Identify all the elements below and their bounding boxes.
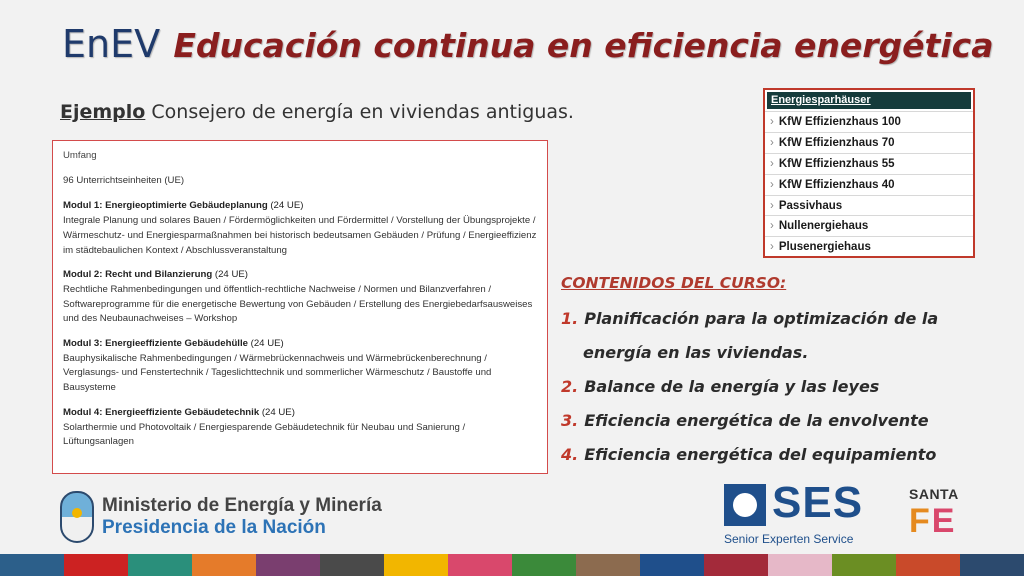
color-bar-segment bbox=[64, 554, 128, 576]
module-ue: (24 UE) bbox=[261, 406, 295, 418]
module-title: Modul 3: Energieeffiziente Gebäudehülle bbox=[63, 338, 248, 350]
santa-fe-letters bbox=[909, 504, 973, 538]
color-bar-segment bbox=[384, 554, 448, 576]
row-label: KfW Effizienzhaus 100 bbox=[778, 116, 901, 128]
ses-tagline: Senior Experten Service bbox=[724, 532, 854, 546]
energy-house-table bbox=[763, 88, 975, 258]
module-ue: (24 UE) bbox=[214, 269, 248, 281]
argentina-shield-icon bbox=[60, 491, 94, 543]
ministry-logo bbox=[60, 491, 382, 543]
module-body: Integrale Planung und solares Bauen / Fördermöglichkeiten und Fördermittel / Vorstellung der Übungsprojekte / Wärmeschutz- und Energiesparmaßnahmen bei historisch bedeutsamen Gebäuden / Prüfung / Energieeffizienz im städtebaulichen Kontext / Abschlussveranstaltung bbox=[63, 215, 537, 256]
color-bar-segment bbox=[704, 554, 768, 576]
chevron-right-icon: › bbox=[770, 157, 774, 170]
item-text: Eficiencia energética de la envolvente bbox=[584, 411, 929, 430]
item-number: 3. bbox=[561, 411, 579, 430]
item-number: 1. bbox=[561, 309, 579, 328]
item-text: Planificación para la optimización de la bbox=[584, 309, 939, 328]
color-bar-segment bbox=[448, 554, 512, 576]
color-bar-segment bbox=[128, 554, 192, 576]
item-text: Eficiencia energética del equipamiento bbox=[584, 445, 937, 464]
list-item bbox=[561, 404, 981, 438]
table-row[interactable] bbox=[765, 132, 973, 153]
ses-emblem-icon bbox=[724, 484, 766, 526]
module-body: Bauphysikalische Rahmenbedingungen / Wärmebrückennachweis und Wärmebrückenberechnung / Verglasungs- und Fenstertechnik / Tageslichttechnik und sommerlicher Wärmeschutz / Baustoffe und Bausysteme bbox=[63, 352, 492, 394]
table-row[interactable] bbox=[765, 111, 973, 132]
list-item bbox=[561, 336, 981, 370]
color-bar-segment bbox=[896, 554, 960, 576]
ses-logo bbox=[724, 478, 890, 546]
course-units: 96 Unterrichtseinheiten (UE) bbox=[63, 174, 185, 186]
row-label: KfW Effizienzhaus 40 bbox=[778, 178, 895, 191]
module-body: Rechtliche Rahmenbedingungen und öffentlich-rechtliche Nachweise / Normen und Bilanzverfahren / Softwareprogramme für die energetische Bewertung von Gebäuden / Erstellung des Energiebedarfsausweises und des Neubaunachweises – Workshop bbox=[63, 283, 533, 325]
subtitle bbox=[60, 101, 574, 123]
presidency-name: Presidencia de la Nación bbox=[102, 517, 326, 538]
title-brand: EnEV bbox=[62, 22, 161, 66]
course-contents bbox=[561, 274, 981, 472]
ministry-text bbox=[102, 495, 382, 539]
item-number: 4. bbox=[561, 445, 579, 464]
module-title: Modul 1: Energieoptimierte Gebäudeplanung bbox=[63, 200, 268, 212]
module-3 bbox=[63, 337, 537, 396]
letter-f: F bbox=[909, 502, 930, 540]
chevron-right-icon: › bbox=[770, 136, 774, 149]
module-1 bbox=[63, 199, 537, 258]
row-label: Nullenergiehaus bbox=[778, 220, 869, 233]
color-bar-segment bbox=[832, 554, 896, 576]
table-row[interactable] bbox=[765, 195, 973, 216]
item-text: Balance de la energía y las leyes bbox=[584, 377, 880, 396]
chevron-right-icon: › bbox=[770, 178, 774, 191]
list-item bbox=[561, 302, 981, 336]
list-item bbox=[561, 438, 981, 472]
contents-heading: CONTENIDOS DEL CURSO: bbox=[561, 274, 787, 292]
module-title: Modul 4: Energieeffiziente Gebäudetechnik bbox=[63, 406, 260, 418]
color-bar-segment bbox=[640, 554, 704, 576]
course-heading: Umfang bbox=[63, 150, 97, 161]
table-row[interactable] bbox=[765, 215, 973, 236]
table-row[interactable] bbox=[765, 153, 973, 174]
color-bar-segment bbox=[320, 554, 384, 576]
chevron-right-icon: › bbox=[770, 199, 774, 212]
subtitle-text: Consejero de energía en viviendas antiguas. bbox=[151, 101, 574, 123]
santa-fe-name: SANTA bbox=[909, 486, 959, 502]
bottom-color-bar bbox=[0, 554, 1024, 576]
module-2 bbox=[63, 268, 537, 327]
color-bar-segment bbox=[0, 554, 64, 576]
contents-list bbox=[561, 302, 981, 472]
slide-title bbox=[62, 22, 993, 66]
color-bar-segment bbox=[512, 554, 576, 576]
color-bar-segment bbox=[192, 554, 256, 576]
ministry-name: Ministerio de Energía y Minería bbox=[102, 495, 382, 516]
color-bar-segment bbox=[256, 554, 320, 576]
table-row[interactable] bbox=[765, 236, 973, 257]
course-scope-box bbox=[52, 140, 548, 474]
table-row[interactable] bbox=[765, 174, 973, 195]
color-bar-segment bbox=[960, 554, 1024, 576]
module-body: Solarthermie und Photovoltaik / Energiesparende Gebäudetechnik für Neubau und Sanierung / Lüftungsanlagen bbox=[63, 421, 466, 448]
subtitle-label: Ejemplo bbox=[60, 101, 146, 123]
item-text: energía en las viviendas. bbox=[583, 343, 809, 362]
row-label: KfW Effizienzhaus 70 bbox=[778, 136, 895, 149]
letter-e: E bbox=[931, 502, 955, 540]
list-item bbox=[561, 370, 981, 404]
module-ue: (24 UE) bbox=[270, 200, 304, 212]
row-label: Passivhaus bbox=[778, 199, 843, 212]
ses-letters: SES bbox=[772, 478, 864, 527]
color-bar-segment bbox=[768, 554, 832, 576]
row-label: Plusenergiehaus bbox=[778, 241, 871, 254]
color-bar-segment bbox=[576, 554, 640, 576]
table-header[interactable]: Energiesparhäuser bbox=[767, 92, 971, 109]
santa-fe-logo bbox=[909, 486, 973, 546]
chevron-right-icon: › bbox=[770, 220, 774, 233]
item-number: 2. bbox=[561, 377, 579, 396]
module-ue: (24 UE) bbox=[250, 338, 284, 350]
chevron-right-icon: › bbox=[770, 241, 774, 254]
module-4 bbox=[63, 406, 537, 450]
title-text: Educación continua en eficiencia energética bbox=[173, 26, 994, 65]
chevron-right-icon: › bbox=[770, 116, 774, 128]
row-label: KfW Effizienzhaus 55 bbox=[778, 157, 895, 170]
module-title: Modul 2: Recht und Bilanzierung bbox=[63, 269, 213, 281]
